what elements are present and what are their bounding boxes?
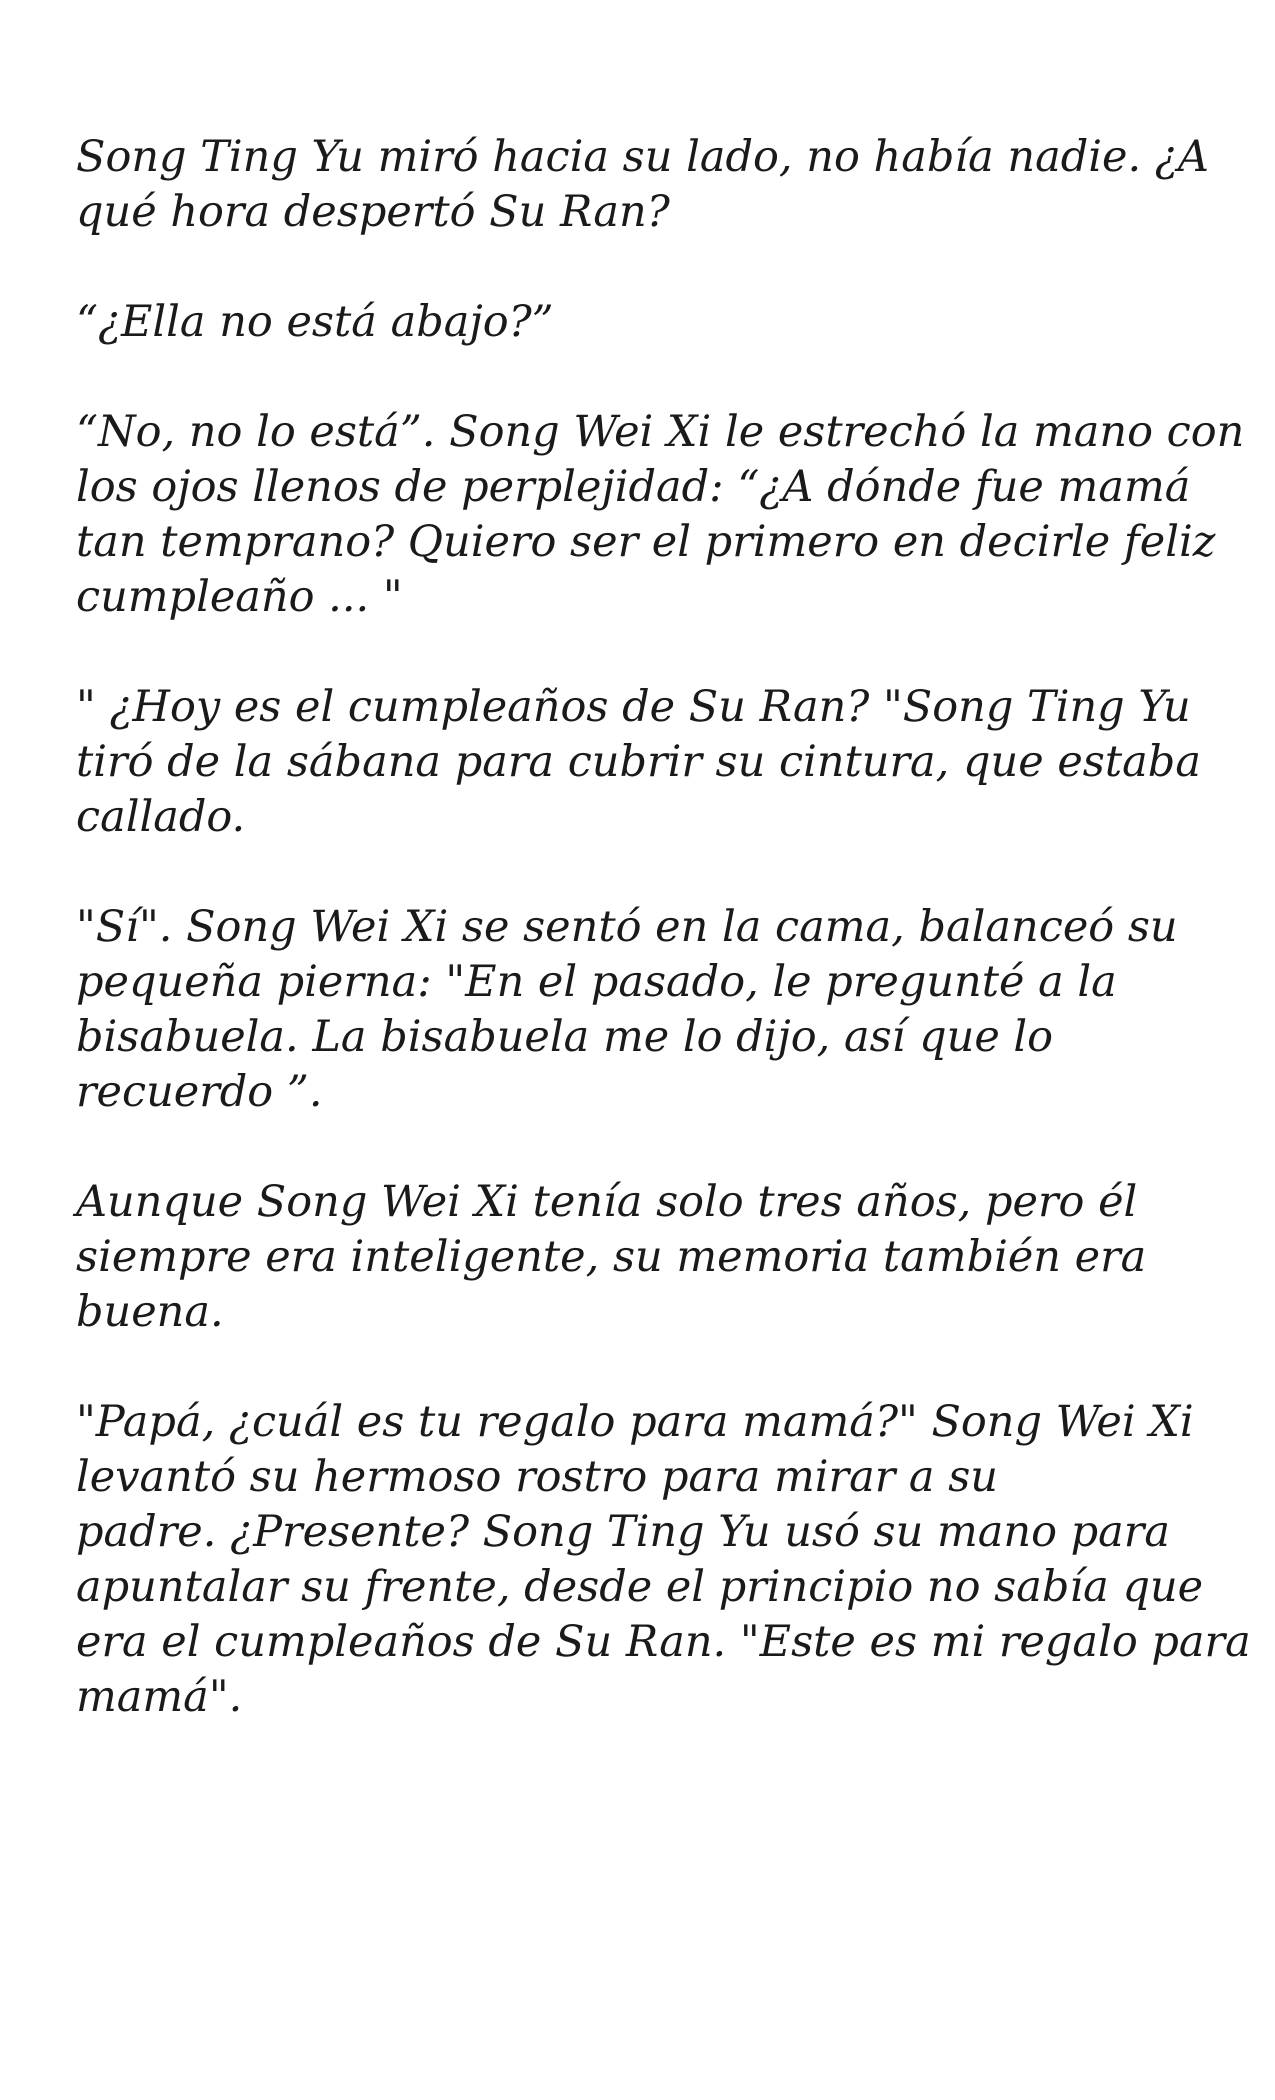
text-line: era el cumpleaños de Su Ran. "Este es mi regalo para [76, 1617, 1251, 1667]
text-line: callado. [76, 792, 246, 842]
text-line: apuntalar su frente, desde el principio no sabía que [76, 1562, 1204, 1612]
paragraph [76, 405, 1245, 625]
text-line: Song Ting Yu miró hacia su lado, no había nadie. ¿A [76, 132, 1209, 182]
text-line: levantó su hermoso rostro para mirar a su [76, 1452, 999, 1502]
text-line: pequeña pierna: "En el pasado, le pregunté a la [76, 957, 1117, 1007]
text-line: bisabuela. La bisabuela me lo dijo, así que lo [76, 1012, 1054, 1062]
paragraph [76, 900, 1216, 1120]
text-line: " ¿Hoy es el cumpleaños de Su Ran? "Song Ting Yu [76, 682, 1191, 732]
paragraph [76, 295, 1216, 350]
text-line: padre. ¿Presente? Song Ting Yu usó su mano para [76, 1507, 1171, 1557]
paragraph [76, 1395, 1251, 1725]
paragraph [76, 130, 1216, 240]
paragraph [76, 680, 1216, 845]
text-line: buena. [76, 1287, 224, 1337]
text-line: "Papá, ¿cuál es tu regalo para mamá?" Song Wei Xi [76, 1397, 1194, 1447]
text-line: los ojos llenos de perplejidad: “¿A dónde fue mamá [76, 462, 1191, 512]
text-line: “¿Ella no está abajo?” [76, 297, 554, 347]
text-line: cumpleaño ... " [76, 572, 403, 622]
text-line: "Sí". Song Wei Xi se sentó en la cama, balanceó su [76, 902, 1178, 952]
text-line: qué hora despertó Su Ran? [76, 187, 670, 237]
text-line: tiró de la sábana para cubrir su cintura, que estaba [76, 737, 1201, 787]
text-line: tan temprano? Quiero ser el primero en decirle feliz [76, 517, 1216, 567]
text-line: mamá". [76, 1672, 243, 1722]
paragraph [76, 1175, 1216, 1340]
text-line: “No, no lo está”. Song Wei Xi le estrechó la mano con [76, 407, 1245, 457]
text-line: Aunque Song Wei Xi tenía solo tres años, pero él [76, 1177, 1138, 1227]
document-body [76, 130, 1251, 1725]
text-line: recuerdo ”. [76, 1067, 323, 1117]
text-line: siempre era inteligente, su memoria también era [76, 1232, 1147, 1282]
